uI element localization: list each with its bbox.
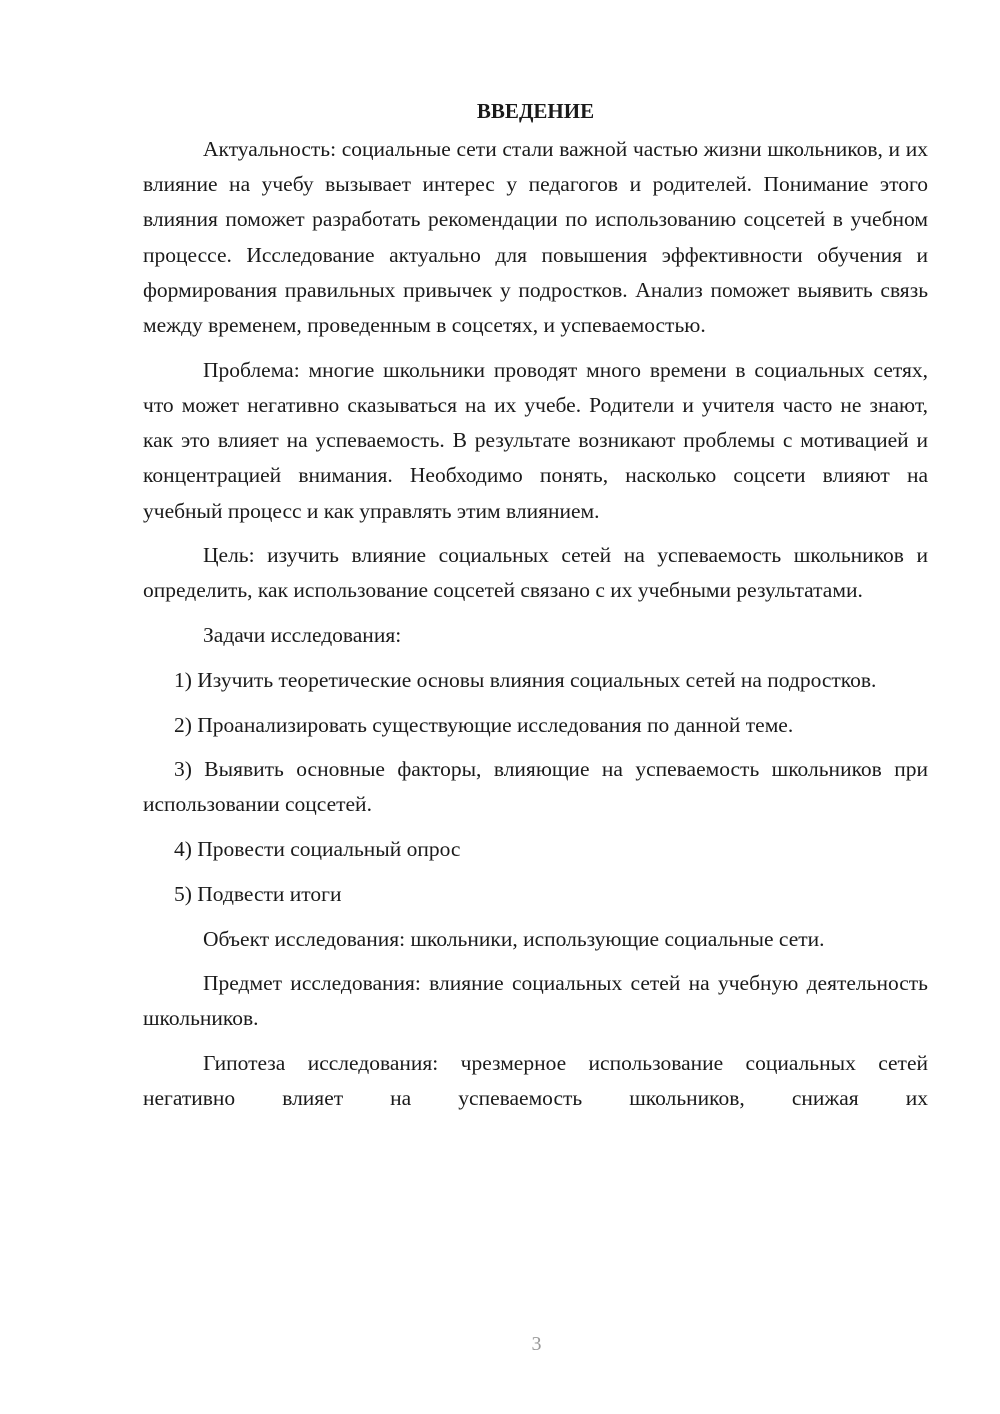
problem-paragraph: Проблема: многие школьники проводят много времени в социальных сетях, что может негативно сказываться на их учебе. Родители и учителя часто не знают, как это влияет на успеваемость. В результате возникают проблемы с мотивацией и концентрацией внимания. Необходимо понять, насколько соцсети влияют на учебный процесс и как управлять этим влиянием. [143,357,928,523]
relevance-paragraph: Актуальность: социальные сети стали важной частью жизни школьников, и их влияние на учебу вызывает интерес у педагогов и родителей. Понимание этого влияния поможет разработать рекомендации по использованию соцсетей в учебном процессе. Исследование актуально для повышения эффективности обучения и формирования правильных привычек у подростков. Анализ поможет выявить связь между временем, проведенным в соцсетях, и успеваемостью. [143,137,928,338]
object-paragraph: Объект исследования: школьники, использующие социальные сети. [203,926,825,951]
task-item-4: 4) Провести социальный опрос [174,837,461,862]
goal-paragraph: Цель: изучить влияние социальных сетей на успеваемость школьников и определить, как использование соцсетей связано с их учебными результатами. [143,543,928,603]
task-item-1: 1) Изучить теоретические основы влияния социальных сетей на подростков. [174,667,877,692]
section-heading: ВВЕДЕНИЕ [476,99,595,123]
page-number: 3 [531,1333,542,1355]
hypothesis-paragraph: Гипотеза исследования: чрезмерное использование социальных сетей негативно влияет на успеваемость школьников, снижая их [143,1051,928,1111]
subject-paragraph: Предмет исследования: влияние социальных сетей на учебную деятельность школьников. [143,971,928,1031]
document-page [143,95,928,1126]
task-item-3: 3) Выявить основные факторы, влияющие на успеваемость школьников при использовании соцсетей. [143,757,928,817]
task-item-2: 2) Проанализировать существующие исследования по данной теме. [174,712,794,737]
task-item-5: 5) Подвести итоги [174,881,342,906]
tasks-title: Задачи исследования: [203,623,402,648]
